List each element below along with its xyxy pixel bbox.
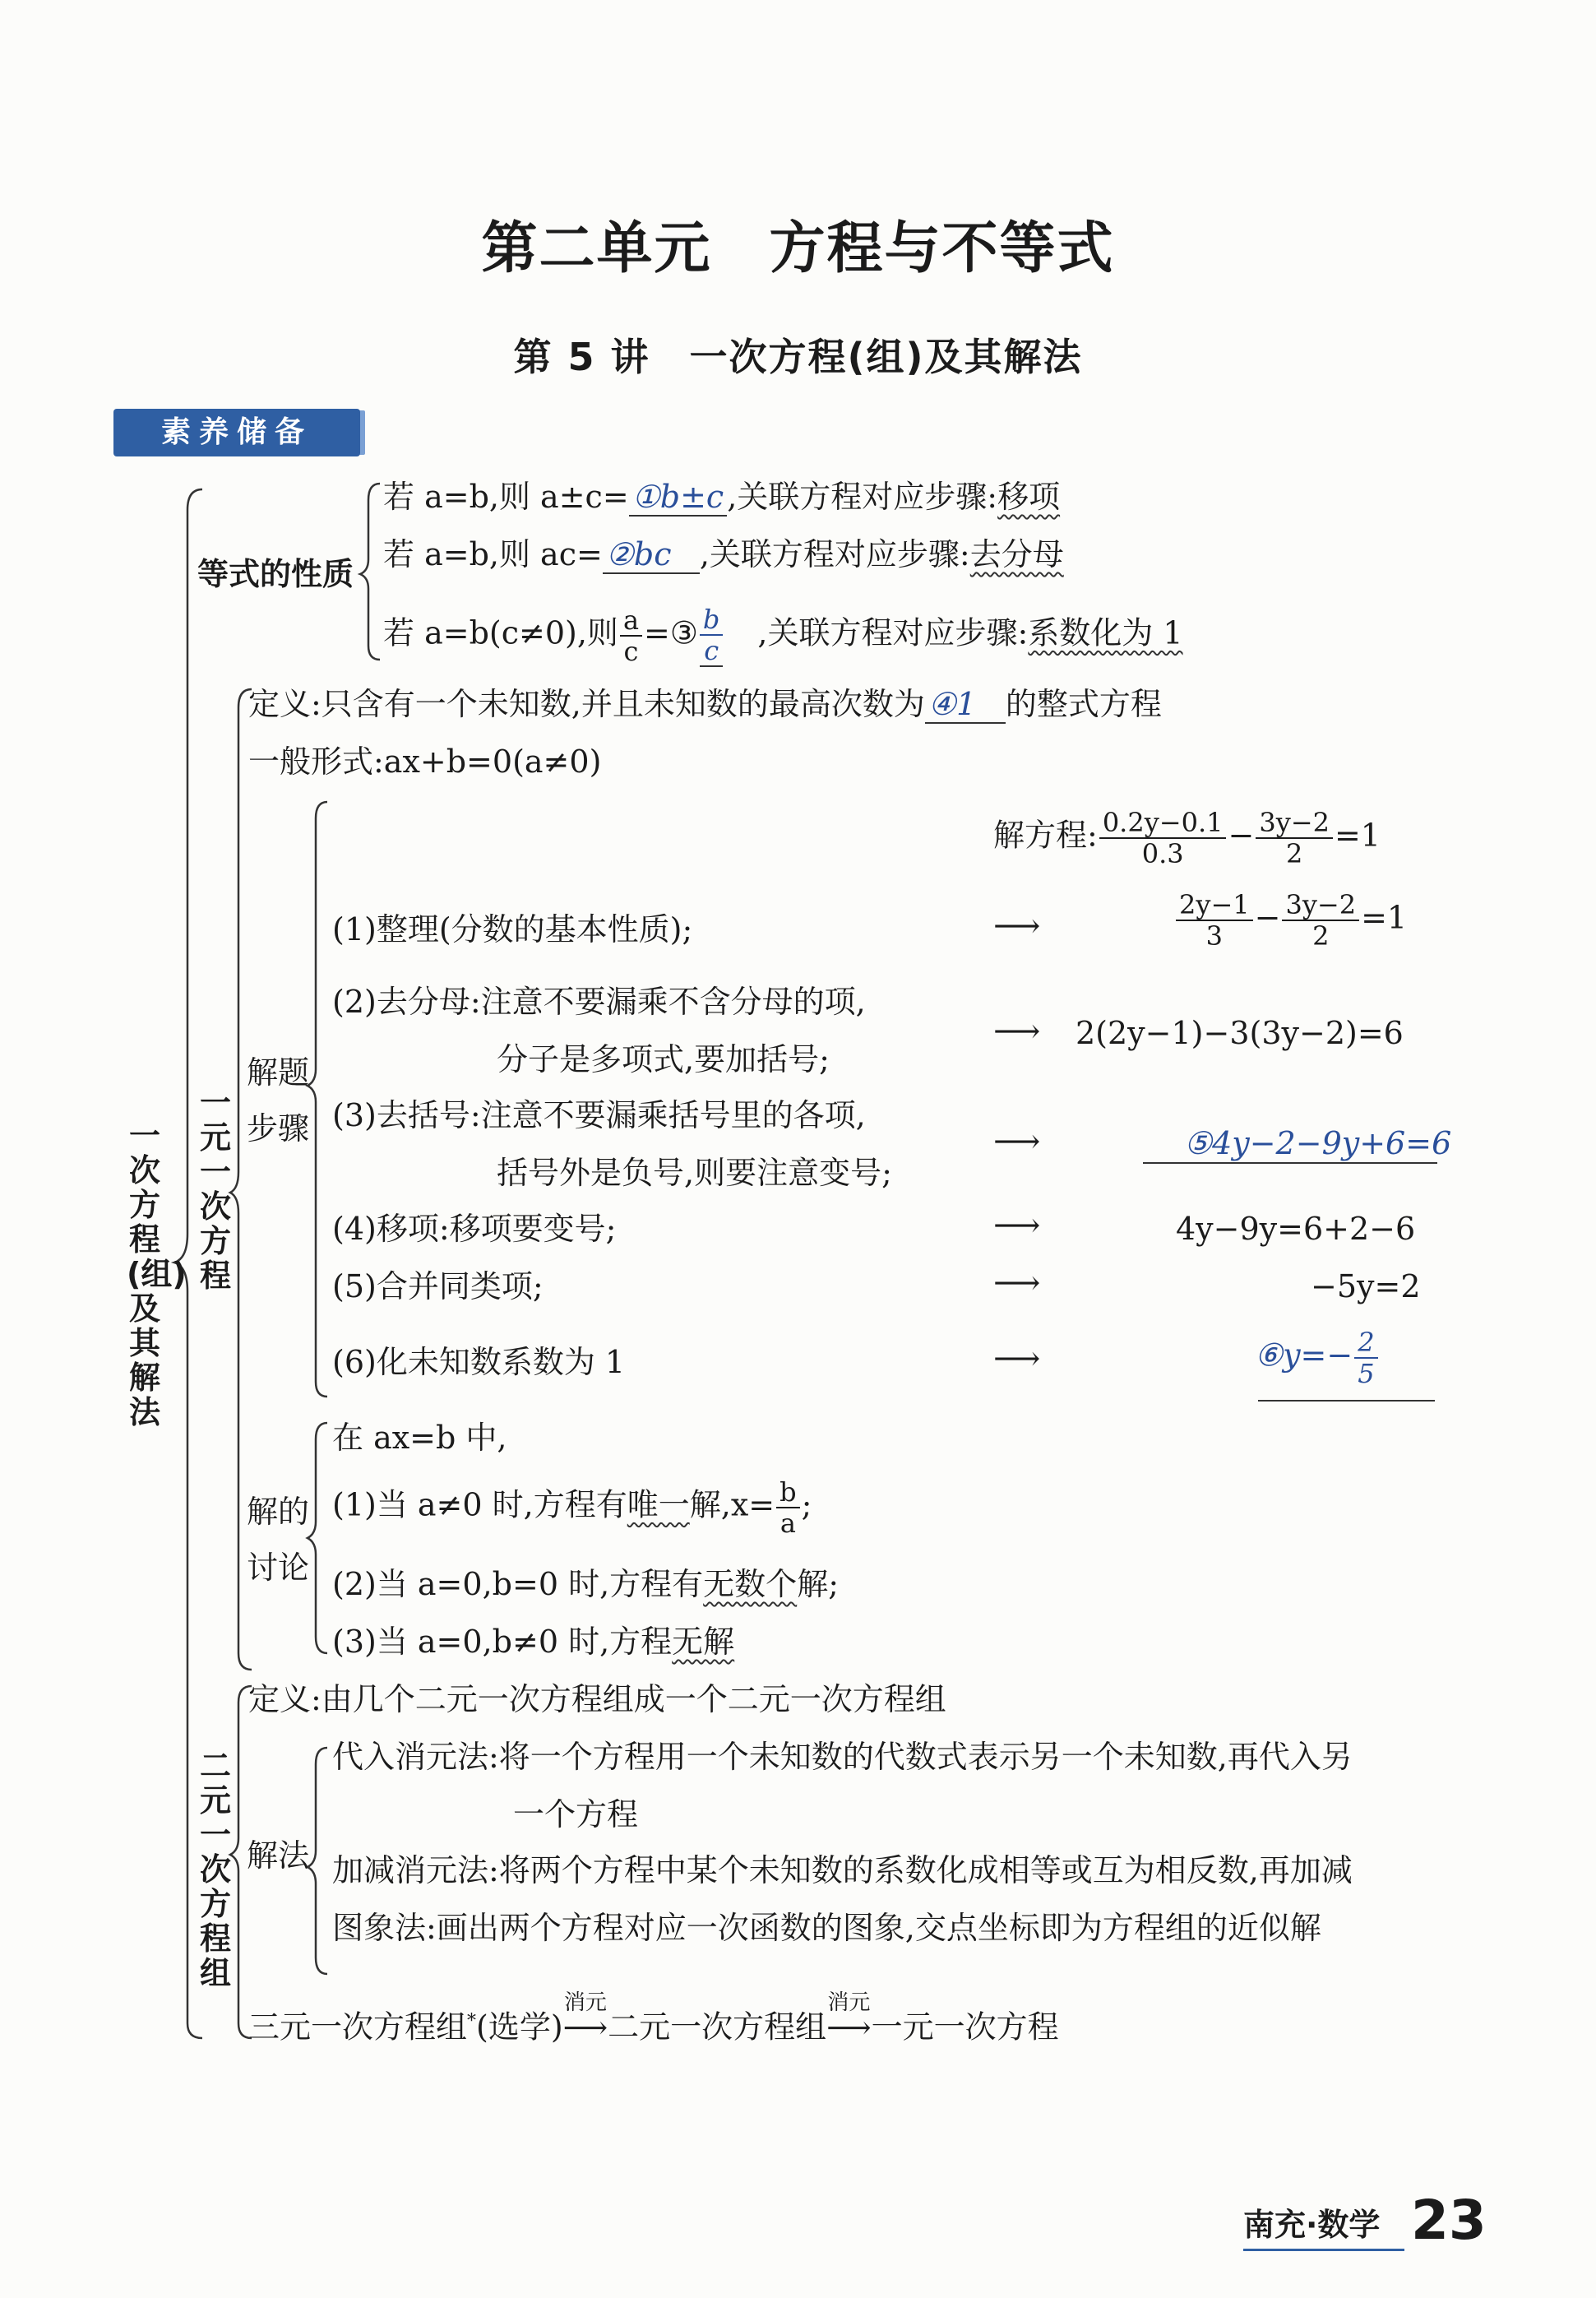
- step-1: (1)整理(分数的基本性质);: [332, 911, 693, 947]
- step-3-line-1: (3)去括号:注意不要漏乘括号里的各项,: [332, 1097, 866, 1133]
- step-2-line-1: (2)去分母:注意不要漏乘不含分母的项,: [332, 984, 866, 1020]
- step-4: (4)移项:移项要变号;: [332, 1211, 617, 1247]
- disc-intro: 在 ax=b 中,: [332, 1420, 507, 1456]
- equality-label: 等式的性质: [197, 556, 354, 592]
- step-2-line-2: 分子是多项式,要加括号;: [497, 1041, 830, 1077]
- equality-rule-3: 若 a=b(c≠0),则 $\frac{a}{c}$ =③ $\frac{b}{c}$ ,关联方程对应步骤:系数化为 1: [383, 604, 1183, 667]
- method-substitution-1: 代入消元法:将一个方程用一个未知数的代数式表示另一个未知数,再代入另: [332, 1739, 1353, 1775]
- disc-case-3: (3)当 a=0,b≠0 时,方程无解: [332, 1624, 735, 1660]
- steps-brace: [308, 802, 327, 1397]
- arrow-5: ⟶: [993, 1264, 1041, 1302]
- step-coefficient: 系数化为 1: [1028, 614, 1183, 651]
- disc-label-1: 解的: [247, 1494, 310, 1530]
- method-substitution-2: 一个方程: [513, 1796, 639, 1832]
- linear2-label: 二元一次方程组: [199, 1748, 231, 1991]
- answer-2: ②bc: [603, 536, 700, 574]
- answer-5: ⑤4y−2−9y+6=6: [1184, 1125, 1452, 1161]
- fraction-a-over-c: $\frac{a}{c}$: [620, 605, 642, 666]
- arrow-4: ⟶: [993, 1207, 1041, 1244]
- equality-rule-2: 若 a=b,则 ac= ②bc ,关联方程对应步骤:去分母: [383, 536, 1064, 572]
- methods-label: 解法: [247, 1837, 310, 1874]
- answer-4: ④1: [925, 686, 1006, 724]
- step-5-result: −5y=2: [1311, 1268, 1421, 1304]
- arrow-6: ⟶: [993, 1340, 1041, 1378]
- lecture-title: 第 5 讲 一次方程(组)及其解法: [513, 335, 1083, 379]
- step-clear-denominator: 去分母: [969, 536, 1064, 572]
- step-move: 移项: [997, 479, 1061, 515]
- linear1-label: 一元一次方程: [199, 1085, 231, 1294]
- disc-brace: [308, 1423, 327, 1653]
- arrow-2: ⟶: [993, 1012, 1041, 1050]
- step-4-result: 4y−9y=6+2−6: [1176, 1211, 1416, 1247]
- disc-label-2: 讨论: [247, 1550, 310, 1586]
- answer-3: $\frac{b}{c}$: [700, 605, 723, 667]
- linear1-definition: 定义:只含有一个未知数,并且未知数的最高次数为 ④1 的整式方程: [248, 686, 1162, 722]
- section-badge: 素养储备: [113, 409, 360, 456]
- method-graphing: 图象法:画出两个方程对应一次函数的图象,交点坐标即为方程组的近似解: [332, 1910, 1321, 1946]
- method-elimination: 加减消元法:将两个方程中某个未知数的系数化成相等或互为相反数,再加减: [332, 1852, 1353, 1888]
- unit-title: 第二单元 方程与不等式: [481, 216, 1115, 281]
- arrow-3: ⟶: [993, 1123, 1041, 1161]
- page-number: 23: [1411, 2189, 1487, 2252]
- equality-brace: [360, 484, 380, 660]
- footer-city-subject: 南充·数学: [1243, 2207, 1381, 2243]
- step-5: (5)合并同类项;: [332, 1268, 544, 1304]
- disc-case-2: (2)当 a=0,b=0 时,方程有无数个解;: [332, 1566, 839, 1602]
- step-6: (6)化未知数系数为 1: [332, 1344, 626, 1380]
- methods-brace: [308, 1748, 327, 1974]
- solve-equation: 解方程: $\frac{0.2y-0.1}{0.3}$ − $\frac{3y-2}{2}$ =1: [993, 807, 1381, 869]
- disc-case-1: (1)当 a≠0 时,方程有唯一解,x= $\frac{b}{a}$ ;: [332, 1476, 812, 1539]
- arrow-1: ⟶: [993, 907, 1041, 945]
- steps-label-2: 步骤: [247, 1110, 310, 1147]
- answer-1: ①b±c: [629, 479, 728, 517]
- linear1-general-form: 一般形式:ax+b=0(a≠0): [248, 744, 602, 780]
- step-2-result: 2(2y−1)−3(3y−2)=6: [1076, 1015, 1404, 1051]
- linear2-definition: 定义:由几个二元一次方程组成一个二元一次方程组: [248, 1681, 946, 1717]
- ternary-chain: 三元一次方程组*(选学) 消元 ⟶二元一次方程组 消元 ⟶一元一次方程: [248, 1990, 1059, 2045]
- footer-rule: [1243, 2249, 1404, 2251]
- answer-6: ⑥y=− $\frac{2}{5}$: [1255, 1327, 1380, 1388]
- step-3-line-2: 括号外是负号,则要注意变号;: [497, 1155, 892, 1191]
- equality-rule-1: 若 a=b,则 a±c= ①b±c ,关联方程对应步骤:移项: [383, 479, 1061, 515]
- steps-label-1: 解题: [247, 1054, 310, 1091]
- step-1-result: $\frac{2y-1}{3}$ − $\frac{3y-2}{2}$ =1: [1174, 890, 1407, 951]
- root-label: 一次方程(组)及其解法: [127, 1118, 187, 1430]
